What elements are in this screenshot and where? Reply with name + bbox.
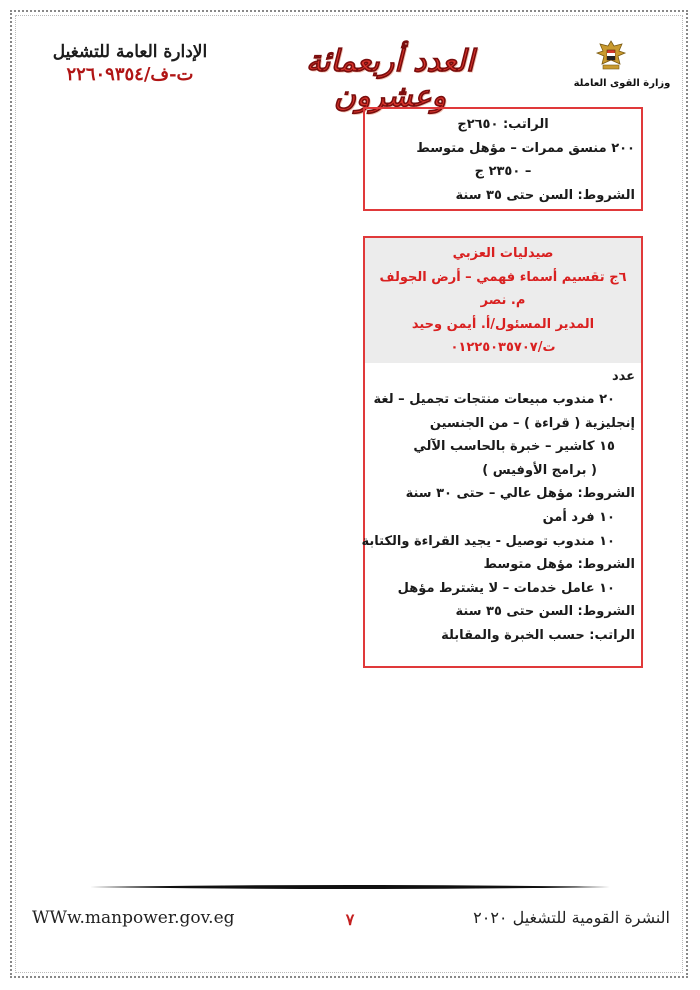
conditions-line: الشروط: السن حتى ٣٥ سنة: [455, 187, 635, 203]
footer-divider: [90, 884, 610, 890]
job-line: إنجليزية ( قراءة ) – من الجنسين: [429, 415, 635, 431]
job-listing-box-2: [363, 236, 643, 668]
conditions-line: الشروط: مؤهل عالي – حتى ٣٠ سنة: [405, 486, 635, 502]
job-line: ٢٠ مندوب مبيعات منتجات تجميل – لغة: [373, 392, 615, 408]
company-district: م. نصر: [480, 293, 526, 308]
admin-name: الإدارة العامة للتشغيل: [52, 42, 208, 62]
job-line: ٢٠٠ منسق ممرات – مؤهل متوسط: [416, 140, 635, 156]
company-panel: [365, 238, 641, 363]
job-listing-box-1: [363, 107, 643, 211]
eagle-emblem-icon: [594, 38, 628, 72]
jobs-panel: [361, 363, 641, 650]
conditions-line: الشروط: السن حتى ٣٥ سنة: [455, 604, 635, 620]
job-line: ١٠ فرد أمن: [542, 510, 615, 526]
conditions-line: الشروط: مؤهل متوسط: [483, 557, 635, 573]
admin-phone: ت-ف/٢٢٦٠٩٣٥٤: [66, 64, 194, 85]
footer-bulletin: النشرة القومية للتشغيل ٢٠٢٠: [473, 908, 670, 927]
footer-website: WWw.manpower.gov.eg: [32, 908, 235, 928]
salary-line: – ٢٣٥٠ ج: [474, 164, 532, 179]
ministry-name: وزارة القوى العاملة: [573, 78, 671, 89]
count-header: عدد: [611, 368, 635, 384]
company-manager: المدير المسئول/أ. أيمن وحيد: [411, 316, 595, 332]
issue-title: العدد أربعمائة وعشرون: [305, 44, 475, 114]
salary-line: الراتب: حسب الخبرة والمقابلة: [441, 628, 635, 644]
company-phone: ت/٠١٢٢٥٠٣٥٧٠٧: [450, 340, 556, 355]
job-line: ١٠ عامل خدمات – لا يشترط مؤهل: [397, 580, 615, 596]
company-name: صيدليات العزبي: [452, 246, 554, 261]
page-number: ٧: [345, 910, 355, 929]
company-address: ٦ج تقسيم أسماء فهمي – أرض الجولف: [379, 269, 627, 285]
job-line: ١٥ كاشير – خبرة بالحاسب الآلي: [413, 439, 615, 455]
header-admin-block: [30, 42, 230, 85]
salary-line: الراتب: ٢٦٥٠ج: [457, 117, 549, 132]
job-line: ١٠ مندوب توصيل - يجيد القراءة والكتابة: [361, 533, 615, 549]
job-line: ( برامج الأوفيس ): [482, 462, 597, 478]
